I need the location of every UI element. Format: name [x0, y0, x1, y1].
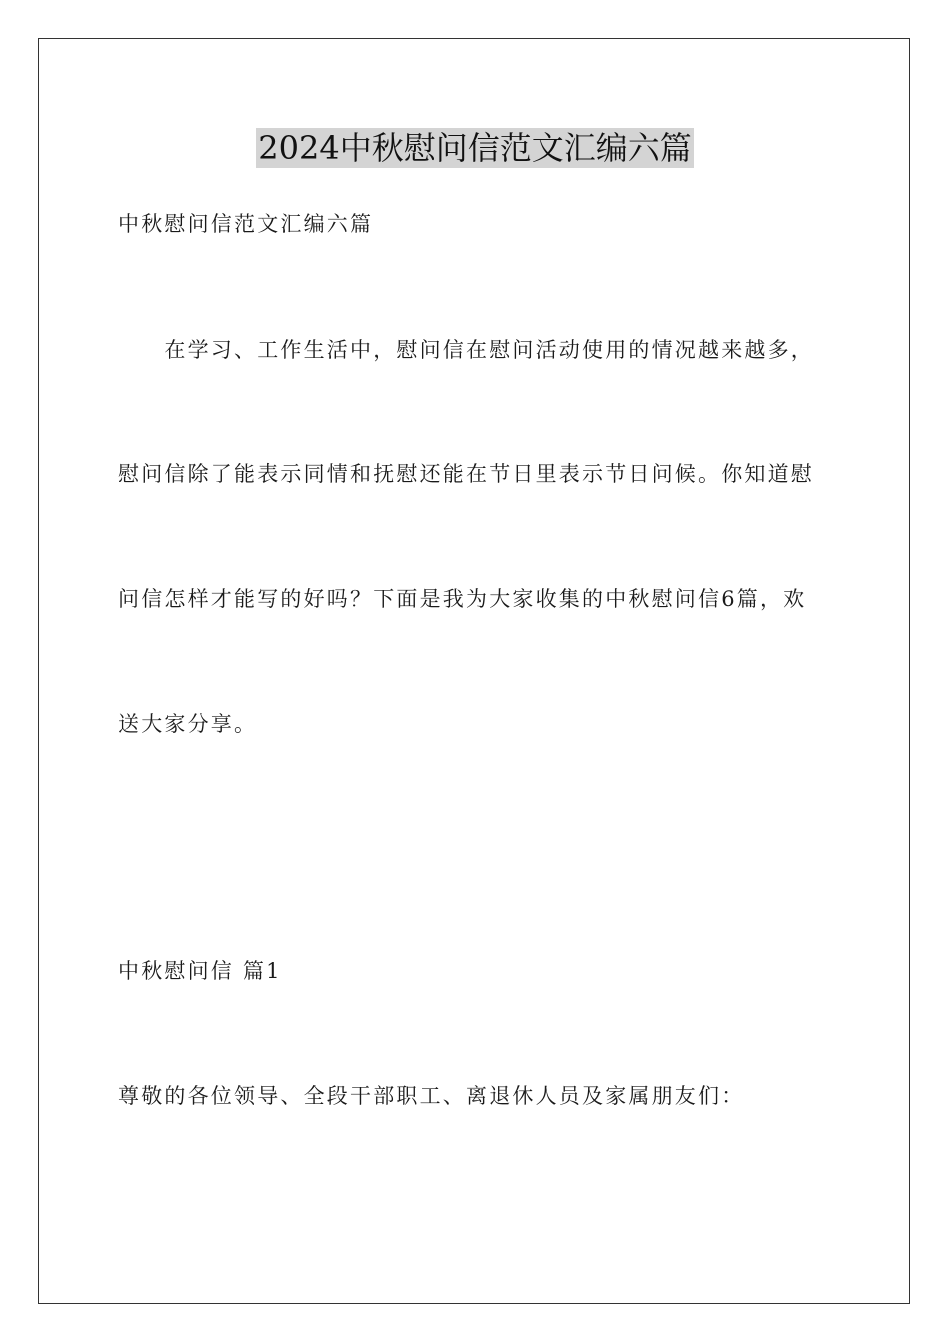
document-subtitle: 中秋慰问信范文汇编六篇 [118, 212, 374, 236]
intro-line-1: 在学习、工作生活中，慰问信在慰问活动使用的情况越来越多， [118, 338, 814, 362]
salutation: 尊敬的各位领导、全段干部职工、离退休人员及家属朋友们： [118, 1084, 745, 1108]
intro-line-3: 问信怎样才能写的好吗？下面是我为大家收集的中秋慰问信6篇，欢 [118, 587, 807, 611]
document-title: 2024中秋慰问信范文汇编六篇 [258, 129, 692, 167]
intro-line-2: 慰问信除了能表示同情和抚慰还能在节日里表示节日问候。你知道慰 [118, 462, 814, 486]
title-container [0, 128, 950, 168]
section-heading: 中秋慰问信 篇1 [118, 959, 282, 983]
intro-line-4: 送大家分享。 [118, 712, 258, 736]
